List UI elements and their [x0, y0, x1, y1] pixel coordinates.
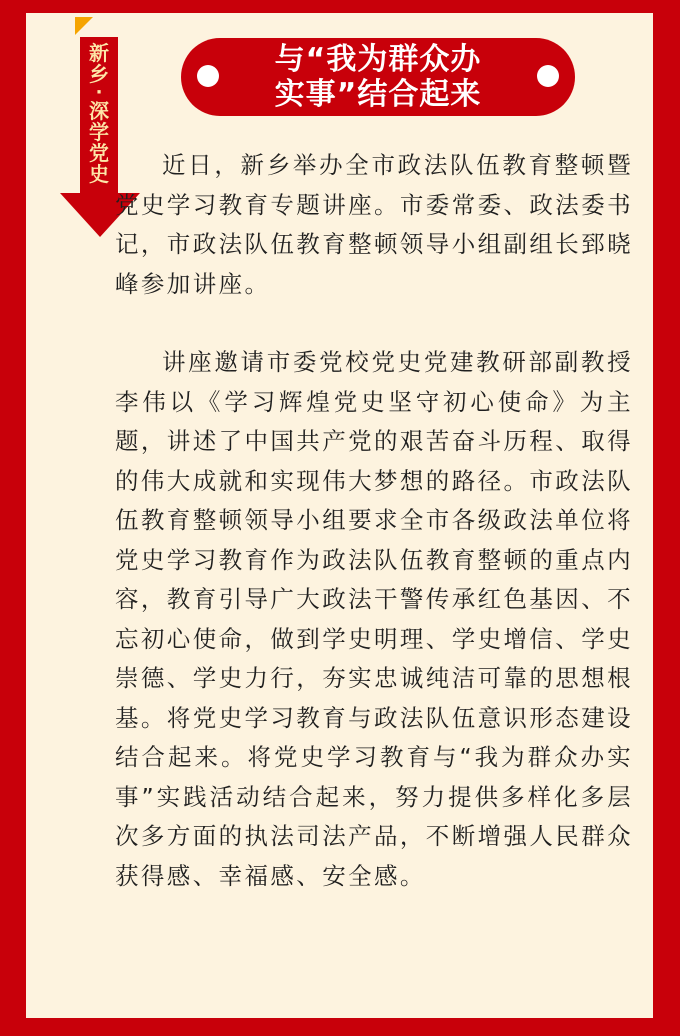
ribbon-char: 新: [89, 41, 109, 65]
ribbon-char: 乡: [89, 62, 109, 86]
article-body: [115, 146, 633, 896]
right-dot-icon: [537, 65, 559, 87]
ribbon-char: 党: [89, 141, 109, 165]
title-line-1: 与“我为群众办: [274, 42, 482, 77]
article-title: [241, 42, 515, 112]
title-banner: [181, 38, 575, 116]
paragraph: 近日，新乡举办全市政法队伍教育整顿暨党史学习教育专题讲座。市委常委、政法委书记，市政法队伍教育整顿领导小组副组长郅晓峰参加讲座。: [115, 151, 633, 298]
title-line-2: 实事”结合起来: [274, 77, 482, 112]
ribbon-char: ·: [95, 82, 103, 103]
ribbon-label: [80, 37, 118, 233]
content-panel: [26, 13, 653, 1018]
ribbon-char: 史: [89, 162, 109, 186]
ribbon-char: 深: [89, 99, 109, 123]
ribbon-char: 学: [89, 120, 109, 144]
corner-accent: [75, 17, 93, 35]
left-dot-icon: [197, 65, 219, 87]
paragraph: 讲座邀请市委党校党史党建教研部副教授李伟以《学习辉煌党史坚守初心使命》为主题，讲述了中国共产党的艰苦奋斗历程、取得的伟大成就和实现伟大梦想的路径。市政法队伍教育整顿领导小组要求全市各级政法单位将党史学习教育作为政法队伍教育整顿的重点内容，教育引导广大政法干警传承红色基因、不忘初心使命，做到学史明理、学史增信、学史崇德、学史力行，夯实忠诚纯洁可靠的思想根基。将党史学习教育与政法队伍意识形态建设结合起来。将党史学习教育与“我为群众办实事”实践活动结合起来，努力提供多样化多层次多方面的执法司法产品，不断增强人民群众获得感、幸福感、安全感。: [115, 348, 633, 890]
